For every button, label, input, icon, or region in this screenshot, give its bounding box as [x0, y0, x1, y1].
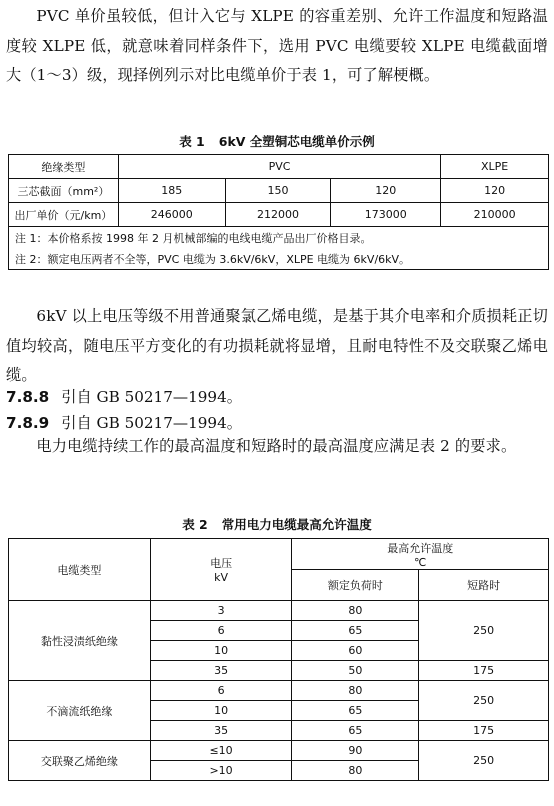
table-cell: 80: [292, 601, 419, 621]
table2-cable-type: 黏性浸渍纸绝缘: [9, 601, 151, 681]
table1-note-row: [9, 227, 549, 249]
table1-header-label: 绝缘类型: [9, 155, 119, 179]
clause-number: 7.8.8: [6, 388, 50, 406]
table1-caption-number: 表 1: [179, 134, 205, 149]
table-cell: 212000: [225, 203, 331, 227]
table-cell: 35: [150, 721, 292, 741]
table-cell: 3: [150, 601, 292, 621]
table-cell: 250: [419, 681, 549, 721]
table2-cable-type: 不滴流纸绝缘: [9, 681, 151, 741]
table-cell: 175: [419, 661, 549, 681]
table-cell: 185: [118, 179, 225, 203]
table-cell: 150: [225, 179, 331, 203]
paragraph-pvc-price: PVC 单价虽较低，但计入它与 XLPE 的容重差别、允许工作温度和短路温度较 XLPE 低，就意味着同样条件下，选用 PVC 电缆要较 XLPE 电缆截面增大（1～3）级，现择例列示对比电缆单价于表 1，可了解梗概。: [6, 7, 548, 84]
table2-header-rated-load: 额定负荷时: [292, 570, 419, 601]
table-cell: 60: [292, 641, 419, 661]
table1-section-label: 三芯截面（mm²）: [9, 179, 119, 203]
table-cell: 80: [292, 681, 419, 701]
table-cell: 80: [292, 761, 419, 781]
table-cell: 120: [331, 179, 441, 203]
table2-header-voltage-line2: kV: [214, 571, 229, 584]
table-cell: 65: [292, 721, 419, 741]
table-row: [9, 601, 549, 621]
table-cell: 120: [441, 179, 549, 203]
table-cell: 173000: [331, 203, 441, 227]
table-cell: 250: [419, 741, 549, 781]
table2-caption: [0, 515, 554, 533]
table2-header-max-temp-line1: 最高允许温度: [387, 541, 454, 555]
table2-header-max-temp: [292, 539, 549, 570]
table-cell: 90: [292, 741, 419, 761]
table2-header-voltage: [150, 539, 292, 601]
table-cell: >10: [150, 761, 292, 781]
table2-header-short-circuit: 短路时: [419, 570, 549, 601]
table-cell: 6: [150, 621, 292, 641]
table1-note-row: [9, 248, 549, 270]
table1-header-pvc: PVC: [118, 155, 440, 179]
table-cell: ≤10: [150, 741, 292, 761]
paragraph-temperature-requirement: 电力电缆持续工作的最高温度和短路时的最高温度应满足表 2 的要求。: [36, 437, 517, 455]
table-cell: 175: [419, 721, 549, 741]
table1-cable-price: [8, 154, 549, 270]
table2-header-type: 电缆类型: [9, 539, 151, 601]
clause-7-8-8: [6, 383, 242, 411]
table2-header-voltage-line1: 电压: [210, 557, 233, 570]
paragraph-6kv-explanation: 6kV 以上电压等级不用普通聚氯乙烯电缆，是基于其介电率和介质损耗正切值均较高，随电压平方变化的有功损耗就将显增，且耐电特性不及交联聚乙烯电缆。: [6, 307, 548, 384]
table-cell: 65: [292, 621, 419, 641]
table1-header-row: [9, 155, 549, 179]
clause-text: 引自 GB 50217—1994。: [61, 388, 242, 406]
table1-price-row: [9, 203, 549, 227]
table1-caption: [0, 132, 554, 150]
table-row: [9, 741, 549, 761]
table2-header-row: [9, 539, 549, 570]
table2-max-temperature: [8, 538, 549, 781]
table2-caption-text: 常用电力电缆最高允许温度: [221, 517, 372, 532]
table-cell: 65: [292, 701, 419, 721]
table2-caption-number: 表 2: [182, 517, 208, 532]
table-cell: 250: [419, 601, 549, 661]
table-cell: 10: [150, 701, 292, 721]
clause-number: 7.8.9: [6, 414, 50, 432]
table-row: [9, 681, 549, 701]
table-cell: 35: [150, 661, 292, 681]
table-cell: 210000: [441, 203, 549, 227]
clause-text: 引自 GB 50217—1994。: [61, 414, 242, 432]
table1-note-2: 注 2：额定电压两者不全等，PVC 电缆为 3.6kV/6kV，XLPE 电缆为 6kV/6kV。: [9, 248, 549, 270]
table1-section-row: [9, 179, 549, 203]
table1-note-1: 注 1：本价格系按 1998 年 2 月机械部编的电线电缆产品出厂价格目录。: [9, 227, 549, 249]
table1-caption-text: 6kV 全塑铜芯电缆单价示例: [218, 134, 375, 149]
table1-header-xlpe: XLPE: [441, 155, 549, 179]
table-cell: 10: [150, 641, 292, 661]
table2-cable-type: 交联聚乙烯绝缘: [9, 741, 151, 781]
table-cell: 6: [150, 681, 292, 701]
table-cell: 246000: [118, 203, 225, 227]
table1-price-label: 出厂单价（元/km）: [9, 203, 119, 227]
table-cell: 50: [292, 661, 419, 681]
table2-header-max-temp-line2: ℃: [414, 555, 427, 569]
